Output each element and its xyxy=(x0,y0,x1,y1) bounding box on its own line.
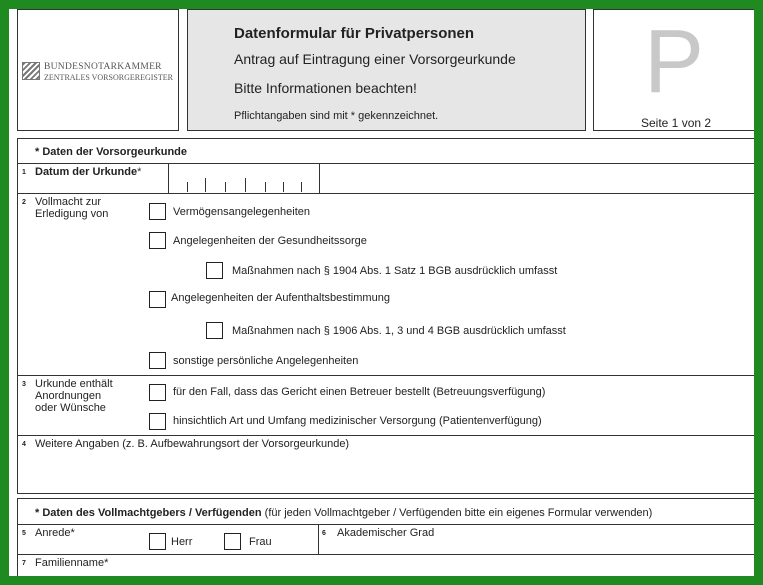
betreuungsverfuegung-label: für den Fall, dass das Gericht einen Betreuer bestellt (Betreuungsverfügung) xyxy=(173,386,546,398)
divider xyxy=(17,163,754,164)
urkunde-date-label: Datum der Urkunde* xyxy=(35,166,142,178)
date-tick xyxy=(245,178,246,192)
field-number-6: 6 xyxy=(322,530,326,537)
akademischer-grad-label: Akademischer Grad xyxy=(337,527,435,539)
date-tick xyxy=(301,182,302,192)
sonstige-checkbox[interactable] xyxy=(149,352,166,369)
form-sheet xyxy=(9,9,754,576)
field-number-7: 7 xyxy=(22,560,26,567)
logo-box xyxy=(17,9,179,131)
form-subtitle: Antrag auf Eintragung einer Vorsorgeurkunde xyxy=(234,51,516,67)
date-tick xyxy=(187,182,188,192)
field-number-3: 3 xyxy=(22,381,26,388)
date-tick xyxy=(205,178,206,192)
urkunde-date-input[interactable] xyxy=(168,164,320,193)
logo-line1: BUNDESNOTARKAMMER xyxy=(44,62,162,72)
required-note: Pflichtangaben sind mit * gekennzeichnet. xyxy=(234,110,439,122)
info-note: Bitte Informationen beachten! xyxy=(234,80,417,96)
divider xyxy=(17,193,754,194)
aufenthalt-label: Angelegenheiten der Aufenthaltsbestimmung xyxy=(171,292,390,304)
field-number-5: 5 xyxy=(22,530,26,537)
section2-title: * Daten des Vollmachtgebers / Verfügenden (für jeden Vollmachtgeber / Verfügenden bitte ein eigenes Formular verwenden) xyxy=(35,507,653,519)
form-letter: P xyxy=(644,12,705,112)
massnahmen-1906-label: Maßnahmen nach § 1906 Abs. 1, 3 und 4 BGB ausdrücklich umfasst xyxy=(232,325,566,337)
section1-title: * Daten der Vorsorgeurkunde xyxy=(35,146,187,158)
familienname-field[interactable] xyxy=(129,555,754,576)
urkunde-enthaelt-label-line3: oder Wünsche xyxy=(35,402,106,414)
logo-line2: ZENTRALES VORSORGEREGISTER xyxy=(44,73,173,82)
urkunde-enthaelt-label-line2: Anordnungen xyxy=(35,390,102,402)
herr-label: Herr xyxy=(171,536,193,548)
massnahmen-1904-label: Maßnahmen nach § 1904 Abs. 1 Satz 1 BGB ausdrücklich umfasst xyxy=(232,265,558,277)
massnahmen-1906-checkbox[interactable] xyxy=(206,322,223,339)
date-tick xyxy=(225,182,226,192)
gesundheitssorge-checkbox[interactable] xyxy=(149,232,166,249)
betreuungsverfuegung-checkbox[interactable] xyxy=(149,384,166,401)
vermoegen-label: Vermögensangelegenheiten xyxy=(173,206,311,218)
divider xyxy=(17,375,754,376)
date-tick xyxy=(265,182,266,192)
vermoegen-checkbox[interactable] xyxy=(149,203,166,220)
logo-emblem-icon xyxy=(22,62,40,80)
gesundheitssorge-label: Angelegenheiten der Gesundheitssorge xyxy=(173,235,367,247)
field-number-1: 1 xyxy=(22,169,26,176)
frau-label: Frau xyxy=(249,536,272,548)
page-indicator: Seite 1 von 2 xyxy=(641,116,712,130)
herr-checkbox[interactable] xyxy=(149,533,166,550)
header-title-box xyxy=(187,9,586,131)
akademischer-grad-field[interactable] xyxy=(319,525,754,554)
massnahmen-1904-checkbox[interactable] xyxy=(206,262,223,279)
patientenverfuegung-checkbox[interactable] xyxy=(149,413,166,430)
anrede-label: Anrede* xyxy=(35,527,75,539)
familienname-label: Familienname* xyxy=(35,557,109,569)
form-title: Datenformular für Privatpersonen xyxy=(234,25,475,42)
weitere-angaben-field[interactable] xyxy=(18,452,754,493)
field-number-4: 4 xyxy=(22,441,26,448)
divider xyxy=(17,435,754,436)
page-box xyxy=(593,9,754,131)
aufenthalt-checkbox[interactable] xyxy=(149,291,166,308)
vollmacht-label-line1: Vollmacht zur xyxy=(35,196,102,208)
vollmacht-label-line2: Erledigung von xyxy=(35,208,109,220)
sonstige-label: sonstige persönliche Angelegenheiten xyxy=(173,355,359,367)
patientenverfuegung-label: hinsichtlich Art und Umfang medizinischer Versorgung (Patientenverfügung) xyxy=(173,415,542,427)
date-tick xyxy=(283,182,284,192)
urkunde-enthaelt-label-line1: Urkunde enthält xyxy=(35,378,113,390)
field-number-2: 2 xyxy=(22,199,26,206)
frau-checkbox[interactable] xyxy=(224,533,241,550)
weitere-angaben-label: Weitere Angaben (z. B. Aufbewahrungsort der Vorsorgeurkunde) xyxy=(35,438,350,450)
